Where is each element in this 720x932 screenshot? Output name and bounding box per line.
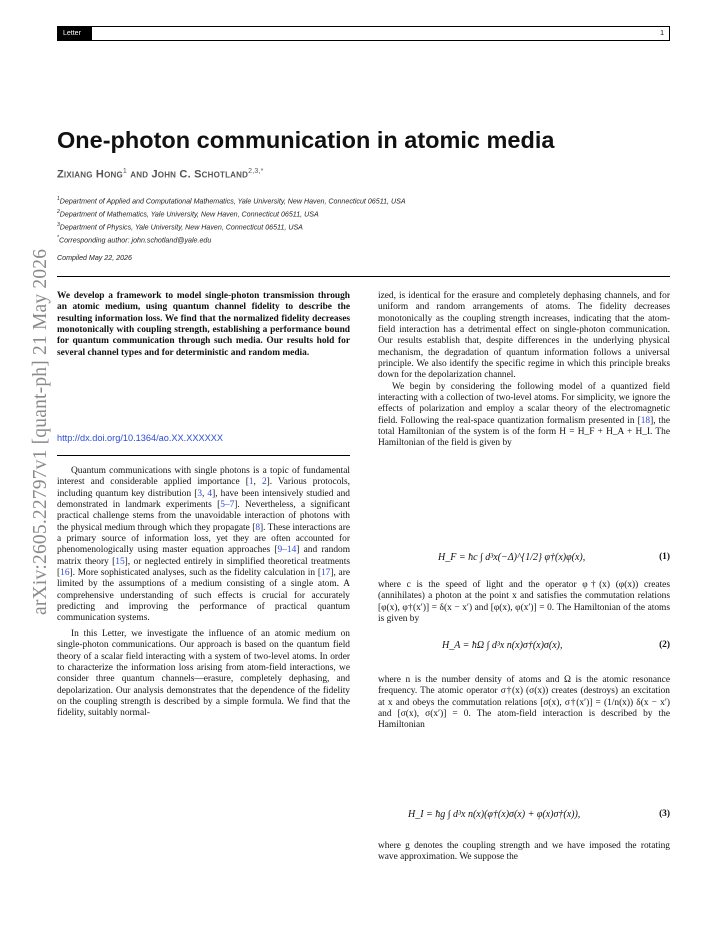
abstract-divider — [57, 455, 350, 456]
author-name: John C. Schotland — [151, 168, 249, 181]
paragraph: Quantum communications with single photons is a topic of fundamental interest and considerable applied importance [1, 2]. Various protocols, including quantum key distribution [3, 4], have been intensively studied and demonstrated in landmark experiments [5–7]. Nevertheless, a significant practical challenge stems from the unavoidable interaction of photons with the physical medium through which they propagate [8]. These interactions are a primary source of information loss, yet they are often accounted for phenomenologically using master equation approaches [9–14] and random matrix theory [15], or neglected entirely in simplified theoretical treatments [16]. More sophisticated analyses, such as the fidelity calculation in [17], are limited by the assumptions of a medium consisting of a single atom. A comprehensive understanding of such effects is crucial for accurately predicting and improving the performance of practical quantum communication systems. — [57, 466, 351, 624]
citation-link[interactable]: 16 — [60, 568, 70, 579]
compiled-date: Compiled May 22, 2026 — [57, 254, 132, 262]
citation-link[interactable]: 17 — [320, 568, 331, 579]
paragraph: where g denotes the coupling strength and we have imposed the rotating wave approximation. We suppose the — [378, 841, 670, 863]
doi-link[interactable]: http://dx.doi.org/10.1364/ao.XX.XXXXXX — [57, 433, 223, 443]
equation-2 — [378, 640, 670, 654]
author-affil-mark: 1 — [122, 168, 127, 175]
equation-expression: H_A = ħΩ ∫ d³x n(x)σ†(x)σ(x), — [442, 640, 563, 651]
citation-link[interactable]: 4 — [207, 488, 213, 499]
abstract: We develop a framework to model single-photon transmission through an atomic medium, using quantum channel fidelity to describe the resulting information loss. We find that the normalized fidelity decreases monotonically with coupling strength, establishing a performance bound for quantum communication through such media. Our results hold for several channel types and for deterministic and random media. — [57, 291, 350, 358]
citation-link[interactable]: 9–14 — [277, 545, 297, 556]
right-column-upper — [378, 291, 670, 450]
running-header — [57, 26, 670, 41]
paragraph: where n is the number density of atoms and Ω is the atomic resonance frequency. The atomic operator σ†(x) (σ(x)) creates (destroys) an excitation at x and obeys the commutation relations [σ(x), σ†(x′)] = (1/n(x)) δ(x − x′) and [σ(x), σ(x′)] = 0. The atom-field interaction is described by the Hamiltonian — [378, 675, 670, 731]
affiliation: $^3$Department of Physics, Yale University, New Haven, Connecticut 06511, USA — [57, 221, 303, 232]
citation-link[interactable]: 3 — [197, 488, 203, 499]
citation-link[interactable]: 18 — [640, 415, 651, 426]
arxiv-stamp: arXiv:2605.22797v1 [quant-ph] 21 May 2026 — [30, 248, 51, 615]
paragraph: We begin by considering the following model of a quantized field interacting with a collection of two-level atoms. For simplicity, we ignore the effects of polarization and employ a scalar theory of the electromagnetic field. Following the real-space quantization formalism presented in [18], the total Hamiltonian of the system is of the form H = H_F + H_A + H_I. The Hamiltonian of the field is given by — [378, 381, 670, 449]
citation-link[interactable]: 5–7 — [220, 500, 235, 511]
equation-3 — [378, 809, 670, 823]
right-column-middle — [378, 580, 670, 625]
page-number: 1 — [660, 30, 664, 37]
equation-expression: H_I = ħg ∫ d³x n(x)(φ†(x)σ(x) + φ(x)σ†(x)), — [408, 809, 581, 820]
author-list — [57, 168, 264, 181]
paper-title: One-photon communication in atomic media — [57, 127, 555, 153]
left-column-body — [57, 466, 350, 720]
citation-link[interactable]: 2 — [261, 477, 267, 488]
equation-number: (1) — [659, 552, 670, 562]
right-column-lower — [378, 675, 670, 732]
paragraph: ized, is identical for the erasure and completely dephasing channels, and for uniform and random arrangements of atoms. The fidelity decreases monotonically as the coupling strength increases, indicating that the atom-field interaction has a detrimental effect on single-photon communication. Our results establish that, despite differences in the underlying physical mechanism, the degradation of quantum information follows a universal principle. We also identify the specific regime in which this principle breaks down for the depolarization channel. — [378, 291, 670, 381]
author-affil-mark: 2,3,* — [248, 168, 264, 175]
author-conjunction: and — [130, 168, 149, 181]
equation-number: (3) — [659, 809, 670, 819]
title-divider — [57, 276, 670, 277]
article-type-tag: Letter — [58, 27, 92, 40]
corresponding-author: *Corresponding author: john.schotland@yale.edu — [57, 234, 212, 244]
affiliations — [57, 194, 406, 245]
affiliation: $^1$Department of Applied and Computational Mathematics, Yale University, New Haven, Connecticut 06511, USA — [57, 196, 406, 206]
equation-number: (2) — [659, 640, 670, 650]
citation-link[interactable]: 15 — [115, 556, 125, 567]
affiliation: $^2$Department of Mathematics, Yale University, New Haven, Connecticut 06511, USA — [57, 208, 319, 219]
right-column-bottom — [378, 841, 670, 864]
author-name: Zixiang Hong — [57, 168, 123, 181]
equation-expression: H_F = ħc ∫ d³x(−Δ)^{1/2} φ†(x)φ(x), — [438, 552, 586, 563]
paragraph: In this Letter, we investigate the influence of an atomic medium on single-photon communications. Our approach is based on the quantum field theory of a scalar field interacting with a system of two-level atoms. In order to characterize the information loss arising from atom-field interactions, we consider three quantum channels—erasure, completely dephasing, and depolarization. Our analysis demonstrates that the dependence of the fidelity on the coupling strength is described by a simple formula. We find that the fidelity, suitably normal- — [57, 628, 350, 719]
citation-link[interactable]: 1 — [248, 477, 254, 488]
citation-link[interactable]: 8 — [255, 522, 261, 533]
equation-1 — [378, 552, 670, 566]
paragraph: where c is the speed of light and the operator φ†(x) (φ(x)) creates (annihilates) a photon at the point x and satisfies the commutation relations [φ(x), φ†(x′)] = δ(x − x′) and [φ(x), φ(x′)] = 0. The Hamiltonian of the atoms is given by — [378, 580, 670, 625]
